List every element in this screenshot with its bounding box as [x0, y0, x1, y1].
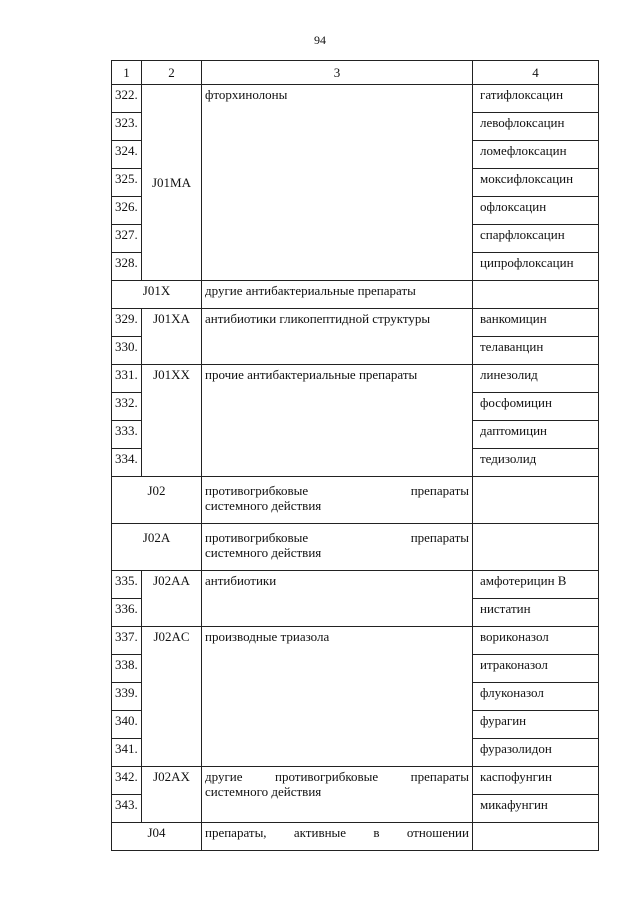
drug-name: нистатин — [473, 599, 599, 627]
drug-name-empty — [473, 477, 599, 524]
row-number: 331. — [112, 365, 142, 393]
table-row — [112, 365, 599, 393]
atc-code: J02A — [112, 524, 202, 571]
drug-name: амфотерицин В — [473, 571, 599, 599]
drug-name: фуразолидон — [473, 739, 599, 767]
drug-name: фосфомицин — [473, 393, 599, 421]
row-number: 330. — [112, 337, 142, 365]
drug-name: флуконазол — [473, 683, 599, 711]
drug-name-empty — [473, 524, 599, 571]
drug-name: фурагин — [473, 711, 599, 739]
drug-name: линезолид — [473, 365, 599, 393]
row-number: 333. — [112, 421, 142, 449]
desc-line: системного действия — [205, 545, 322, 560]
drug-name-empty — [473, 281, 599, 309]
atc-code: J01XA — [142, 309, 202, 365]
table-row — [112, 309, 599, 337]
atc-description — [202, 767, 473, 823]
drug-name: моксифлоксацин — [473, 169, 599, 197]
desc-word: отношении — [406, 825, 469, 840]
atc-description — [202, 477, 473, 524]
atc-code: J02AC — [142, 627, 202, 767]
atc-description: прочие антибактериальные препараты — [202, 365, 473, 477]
table-row — [112, 627, 599, 655]
header-cell-3: 3 — [202, 61, 473, 85]
header-cell-2: 2 — [142, 61, 202, 85]
atc-description: антибиотики гликопептидной структуры — [202, 309, 473, 365]
desc-word: препараты — [410, 769, 469, 784]
drug-name: телаванцин — [473, 337, 599, 365]
atc-code: J04 — [112, 823, 202, 851]
atc-description: производные триазола — [202, 627, 473, 767]
atc-description: другие антибактериальные препараты — [202, 281, 473, 309]
atc-description — [202, 823, 473, 851]
section-row — [112, 823, 599, 851]
desc-word: противогрибковые — [205, 530, 309, 545]
row-number: 328. — [112, 253, 142, 281]
desc-word: противогрибковые — [205, 483, 309, 498]
atc-code: J02 — [112, 477, 202, 524]
section-row — [112, 281, 599, 309]
drug-name: даптомицин — [473, 421, 599, 449]
drug-name: офлоксацин — [473, 197, 599, 225]
row-number: 326. — [112, 197, 142, 225]
atc-code: J02AX — [142, 767, 202, 823]
section-row — [112, 524, 599, 571]
row-number: 342. — [112, 767, 142, 795]
row-number: 339. — [112, 683, 142, 711]
desc-word: активные — [293, 825, 347, 840]
row-number: 336. — [112, 599, 142, 627]
table-row — [112, 571, 599, 599]
desc-word: в — [373, 825, 380, 840]
desc-line: системного действия — [205, 784, 322, 799]
drug-table — [111, 60, 599, 851]
atc-description — [202, 524, 473, 571]
drug-name: ципрофлоксацин — [473, 253, 599, 281]
desc-word: другие — [205, 769, 243, 784]
row-number: 340. — [112, 711, 142, 739]
drug-name: гатифлоксацин — [473, 85, 599, 113]
table-row — [112, 767, 599, 795]
row-number: 323. — [112, 113, 142, 141]
drug-name: микафунгин — [473, 795, 599, 823]
desc-word: препараты — [410, 530, 469, 545]
desc-word: противогрибковые — [275, 769, 379, 784]
drug-name: каспофунгин — [473, 767, 599, 795]
row-number: 329. — [112, 309, 142, 337]
row-number: 332. — [112, 393, 142, 421]
row-number: 325. — [112, 169, 142, 197]
row-number: 327. — [112, 225, 142, 253]
atc-description: фторхинолоны — [202, 85, 473, 281]
atc-code: J01X — [112, 281, 202, 309]
row-number: 335. — [112, 571, 142, 599]
row-number: 341. — [112, 739, 142, 767]
row-number: 343. — [112, 795, 142, 823]
row-number: 334. — [112, 449, 142, 477]
row-number: 337. — [112, 627, 142, 655]
row-number: 324. — [112, 141, 142, 169]
page-number: 94 — [314, 33, 326, 47]
header-cell-4: 4 — [473, 61, 599, 85]
desc-word: препараты — [410, 483, 469, 498]
desc-word: препараты, — [205, 825, 267, 840]
drug-name: спарфлоксацин — [473, 225, 599, 253]
drug-name: тедизолид — [473, 449, 599, 477]
drug-name: ломефлоксацин — [473, 141, 599, 169]
row-number: 322. — [112, 85, 142, 113]
atc-description: антибиотики — [202, 571, 473, 627]
row-number: 338. — [112, 655, 142, 683]
table-row — [112, 85, 599, 113]
atc-code: J02AA — [142, 571, 202, 627]
drug-name: итраконазол — [473, 655, 599, 683]
drug-name: ванкомицин — [473, 309, 599, 337]
section-row — [112, 477, 599, 524]
drug-name: левофлоксацин — [473, 113, 599, 141]
header-cell-1: 1 — [112, 61, 142, 85]
drug-name: вориконазол — [473, 627, 599, 655]
atc-code: J01MA — [142, 85, 202, 281]
drug-name-empty — [473, 823, 599, 851]
desc-line: системного действия — [205, 498, 322, 513]
atc-code: J01XX — [142, 365, 202, 477]
table-header-row — [112, 61, 599, 85]
